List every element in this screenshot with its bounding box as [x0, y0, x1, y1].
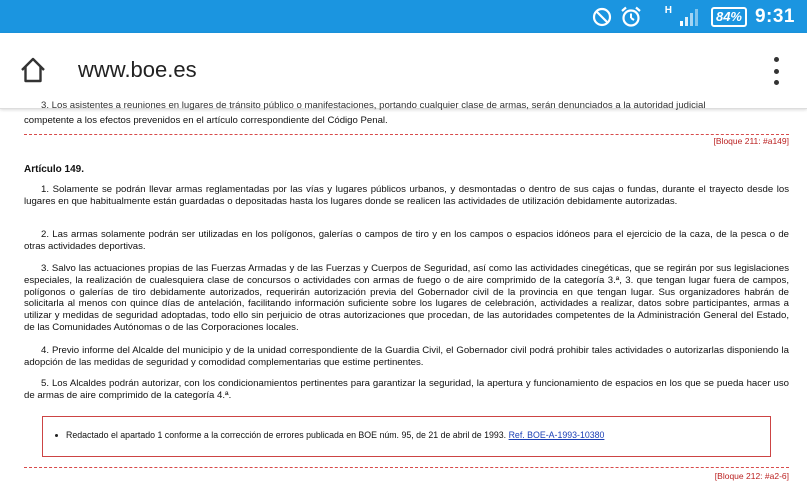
bloque-anchor-212[interactable] — [715, 471, 789, 483]
note-reference-link[interactable]: Ref. BOE-A-1993-10380 — [508, 430, 605, 440]
modification-note — [42, 416, 771, 457]
paragraph-4: 4. Previo informe del Alcalde del municipio y de la unidad correspondiente de la Guardia Civil, el Gobernador civil podrá prohibir tales actividades o autorizarlas disponiendo la adopción de las medidas de seguridad y comodidad complementarias que estime pertinentes. — [24, 345, 789, 368]
note-text: Redactado el apartado 1 conforme a la corrección de errores publicada en BOE núm. 95, de 21 de abril de 1993. — [66, 430, 507, 440]
paragraph-1: 1. Solamente se podrán llevar armas reglamentadas por las vías y lugares públicos urbanos, y desmontadas o dentro de sus cajas o fundas, durante el trayecto desde los lugares en que habitualmente están guardadas o depositadas hasta los lugares donde se realicen las actividades de utilización debidamente autorizadas. — [24, 184, 789, 207]
battery-icon — [711, 0, 747, 33]
separator — [24, 467, 789, 468]
paragraph-3: 3. Salvo las actuaciones propias de las Fuerzas Armadas y de las Fuerzas y Cuerpos de Seguridad, así como las actividades cinegéticas, que se regirán por sus legislaciones especiales, la realización de cualesquiera clase de concursos o actividades con armas de fuego o de aire comprimido de la categoría 3.ª, 3. que tengan lugar fuera de campos, polígonos o galerías de tiro debidamente autorizados, requerirán autorización previa del Gobernador civil de la provincia en que tengan lugar. Sus organizadores habrán de solicitarla al menos con quince días de antelación, facilitando información suficiente sobre los lugares de celebración, actividades a realizar, datos sobre participantes, armas a utilizar y medidas de seguridad adoptadas, todo ello sin perjuicio de otras autorizaciones que procedan, de las autoridades competentes de la Administración General del Estado, de las Comunidades Autónomas o de las Corporaciones locales. — [24, 263, 789, 333]
alarm-icon — [619, 0, 643, 33]
status-bar — [0, 0, 807, 33]
bloque-link-212[interactable]: [Bloque 212: #a2-6] — [714, 471, 789, 481]
separator — [24, 134, 789, 135]
overflow-menu-icon[interactable] — [771, 57, 781, 85]
network-type-label: H — [664, 5, 672, 16]
document-content — [0, 100, 807, 486]
top-cut-line: 3. Los asistentes a reuniones en lugares de tránsito público o manifestaciones, portando cualquier clase de armas, serán denunciados a la autoridad judicial — [41, 100, 706, 111]
bloque-link-211[interactable]: [Bloque 211: #a149] — [713, 136, 789, 146]
paragraph-2: 2. Las armas solamente podrán ser utilizadas en los polígonos, galerías o campos de tiro y en los campos o espacios idóneos para el ejercicio de la caza, de la pesca o de otras actividades deportivas. — [24, 229, 789, 252]
clock: 9:31 — [754, 5, 795, 27]
do-not-disturb-icon — [591, 0, 613, 33]
battery-level: 84% — [711, 7, 747, 27]
top-line: competente a los efectos prevenidos en el artículo correspondiente del Código Penal. — [24, 115, 388, 126]
bullet-icon — [55, 434, 58, 437]
article-title: Artículo 149. — [24, 164, 85, 175]
paragraph-5: 5. Los Alcaldes podrán autorizar, con los condicionamientos pertinentes para garantizar la seguridad, la apertura y funcionamiento de espacios en los que se pueda hacer uso de armas de aire comprimido de la categoría 4.ª. — [24, 378, 789, 401]
home-icon[interactable] — [18, 55, 48, 85]
signal-icon — [679, 0, 701, 33]
bloque-anchor-211[interactable] — [714, 136, 789, 148]
url-field[interactable]: www.boe.es — [78, 57, 197, 82]
browser-toolbar — [0, 33, 807, 109]
